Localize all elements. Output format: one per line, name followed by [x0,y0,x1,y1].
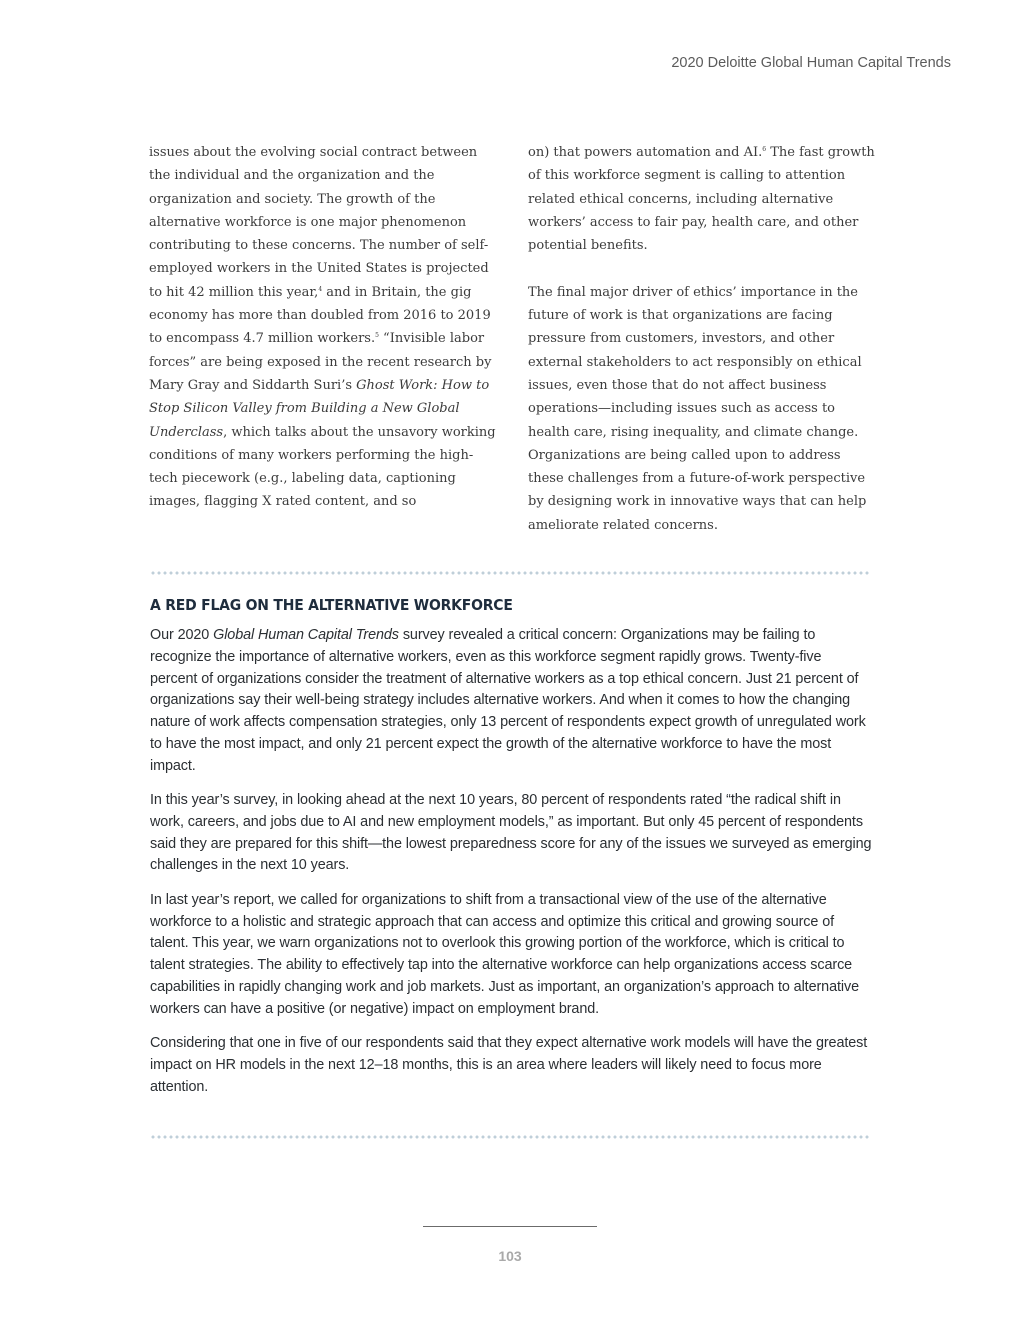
left-text-3: “Invisible labor forces” are being exposed in the recent research by Mary Gray and Siddarth Suri’s [149,331,492,393]
footer-rule [423,1226,597,1227]
callout-top-divider [150,571,870,575]
right-text-1: on) that powers automation and AI. [528,145,763,160]
endnote-4: 4 [318,285,323,293]
page-number: 103 [498,1248,522,1264]
callout-box [150,594,872,1111]
callout-paragraph-3: In last year’s report, we called for organizations to shift from a transactional view of the use of the alternative workforce to a holistic and strategic approach that can access and optimize this critical and growing source of talent. This year, we warn organizations not to overlook this growing portion of the workforce, which is critical to talent strategies. The ability to effectively tap into the alternative workforce can help organizations access scarce capabilities in rapidly changing work and job markets. Just as important, an organization’s approach to alternative workers can have a positive (or negative) impact on employment brand. [150,891,859,1017]
left-text-1: issues about the evolving social contract between the individual and the organization and the organization and society. The growth of the alternative workforce is one major phenomenon contributing to these concerns. The number of self-employed workers in the United States is projected to hit 42 million this year, [149,145,489,300]
right-column-paragraph-2: The final major driver of ethics’ importance in the future of work is that organizations are facing pressure from customers, investors, and other external stakeholders to act responsibly on ethical issues, even those that do not affect business operations—including issues such as access to health care, rising inequality, and climate change. Organizations are being called upon to address these challenges from a future-of-work perspective by designing work in innovative ways that can help ameliorate related concerns. [528,284,867,533]
callout-bottom-divider [150,1135,870,1139]
callout-paragraph-4: Considering that one in five of our respondents said that they expect alternative work models will have the greatest impact on HR models in the next 12–18 months, this is an area where leaders will likely need to focus more attention. [150,1035,868,1095]
right-column [528,141,878,537]
endnote-5: 5 [375,332,379,340]
right-text-2: The fast growth of this workforce segment is calling to attention related ethical concerns, including alternative workers’ access to fair pay, health care, and other potential benefits. [528,145,875,254]
running-header: 2020 Deloitte Global Human Capital Trends [671,55,951,71]
left-column [149,141,499,514]
endnote-6: 6 [762,146,767,153]
left-text-4: , which talks about the unsavory working conditions of many workers performing the high-tech piecework (e.g., labeling data, captioning images, flagging X rated content, and so [149,424,496,510]
right-column-paragraph-1 [528,141,878,257]
callout-paragraph-2: In this year’s survey, in looking ahead at the next 10 years, 80 percent of respondents rated “the radical shift in work, careers, and jobs due to AI and new employment models,” as important. But only 45 percent of respondents said they are prepared for this shift—the lowest preparedness score for any of the issues we surveyed as emerging challenges in the next 10 years. [150,792,872,874]
callout-p1-rest: survey revealed a critical concern: Organizations may be failing to recognize the importance of alternative workers, even as this workforce segment rapidly grows. Twenty-five percent of organizations consider the treatment of alternative workers as a top ethical concern. Just 21 percent of organizations say their well-being strategy includes alternative workers. And when it comes to how the changing nature of work affects compensation strategies, only 13 percent of respondents expect growth of unregulated work to have the most impact, and only 21 percent expect the growth of the alternative workforce to have the most impact. [150,627,866,774]
survey-name: Global Human Capital Trends [213,627,399,643]
callout-title: A RED FLAG ON THE ALTERNATIVE WORKFORCE [150,596,513,614]
book-title: Ghost Work: How to Stop Silicon Valley from Building a New Global Underclass [149,377,490,440]
left-text-2: and in Britain, the gig economy has more than doubled from 2016 to 2019 to encompass 4.7 million workers. [149,284,491,347]
left-column-paragraph [149,141,499,514]
callout-p1-start: Our 2020 [150,627,214,643]
callout-paragraph-1 [150,625,872,778]
